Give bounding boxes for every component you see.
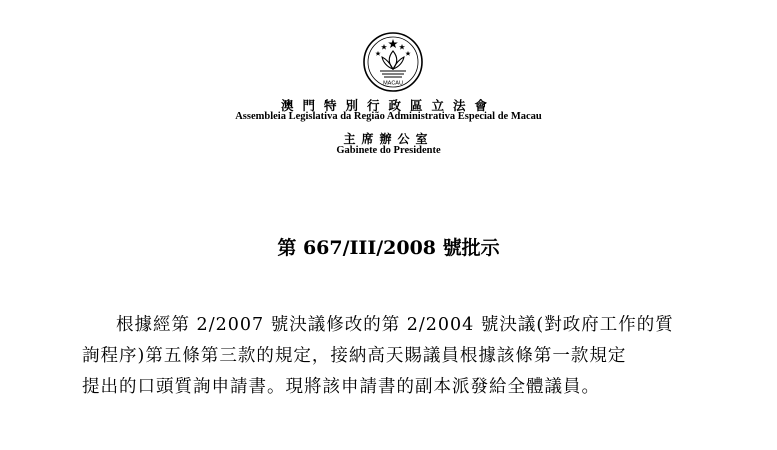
assembly-name-chinese: 澳門特別行政區立法會: [280, 98, 496, 113]
svg-text:MACAU: MACAU: [383, 80, 403, 87]
office-name-chinese: 主席辦公室: [343, 132, 434, 146]
dispatch-body: [82, 310, 712, 403]
body-line: 根據經第 2/2007 號決議修改的第 2/2004 號決議(對政府工作的質: [116, 315, 674, 335]
assembly-name-portuguese: Assembleia Legislativa da Região Administrativa Especial de Macau: [235, 111, 542, 122]
macau-emblem-logo: [362, 31, 424, 93]
body-line: 詢程序)第五條第三款的規定，接納高天賜議員根據該條第一款規定: [82, 346, 627, 366]
office-name-portuguese: Gabinete do Presidente: [336, 145, 441, 156]
body-line: 提出的口頭質詢申請書。現將該申請書的副本派發給全體議員。: [82, 377, 600, 397]
dispatch-title: 第 667/III/2008 號批示: [277, 237, 500, 259]
